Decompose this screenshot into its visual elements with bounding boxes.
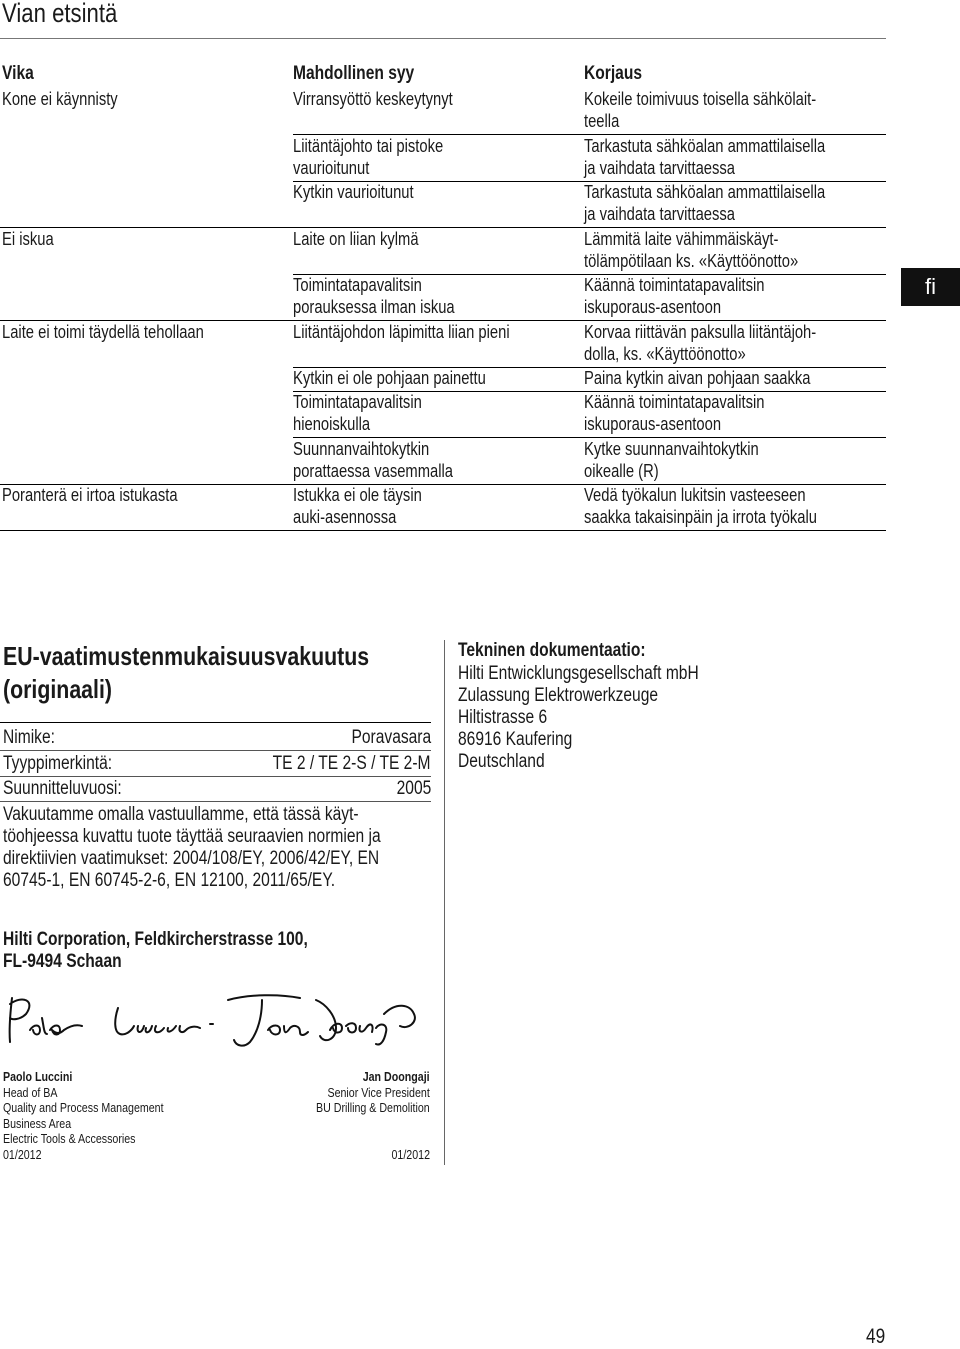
fault-cell: Ei iskua bbox=[2, 228, 54, 249]
cause-cell: Liitäntäjohdon läpimitta liian pieni bbox=[293, 321, 510, 342]
fault-cell: Poranterä ei irtoa istukasta bbox=[2, 485, 178, 505]
fault-cell: Kone ei käynnisty bbox=[2, 89, 118, 109]
column-header-cause: Mahdollinen syy bbox=[293, 63, 415, 84]
declaration-statement: Vakuutamme omalla vastuullamme, että tässä käyt- töohjeessa kuvattu tuote täyttää seuraavien normien ja direktiivien vaatimukset: 2004/108/EY, 2006/42/EY, EN 60745-1, EN 60745-2-6, EN 12100, 2011/65/EY. bbox=[3, 804, 381, 891]
row-divider bbox=[0, 530, 886, 531]
signatory-left: Paolo Luccini Head of BA Quality and Process Management Business Area Electric Tools & Accessories 01/2012 bbox=[3, 1069, 164, 1162]
field-divider bbox=[0, 776, 431, 777]
handwritten-signatures bbox=[0, 990, 440, 1050]
remedy-cell: Tarkastuta sähköalan ammattilaisella ja vaihdata tarvittaessa bbox=[584, 182, 826, 224]
cause-cell: Kytkin vaurioitunut bbox=[293, 182, 414, 202]
remedy-cell: Kokeile toimivuus toisella sähkölait- teella bbox=[584, 89, 817, 131]
cause-cell: Virransyöttö keskeytynyt bbox=[293, 89, 453, 109]
remedy-cell: Vedä työkalun lukitsin vasteeseen saakka takaisinpäin ja irrota työkalu bbox=[584, 485, 818, 527]
technical-docs-line: Zulassung Elektrowerkzeuge bbox=[458, 685, 659, 706]
field-divider bbox=[0, 801, 431, 802]
remedy-cell: Käännä toimintatapavalitsin iskuporaus-asentoon bbox=[584, 275, 765, 317]
column-header-fault: Vika bbox=[2, 63, 34, 84]
remedy-cell: Lämmitä laite vähimmäiskäyt- tölämpötilaan ks. «Käyttöönotto» bbox=[584, 228, 799, 271]
technical-docs-title: Tekninen dokumentaatio: bbox=[458, 640, 646, 661]
page-title: Vian etsintä bbox=[2, 0, 118, 28]
cause-cell: Toimintatapavalitsin hienoiskulla bbox=[293, 392, 422, 434]
column-header-remedy: Korjaus bbox=[584, 63, 643, 84]
field-divider bbox=[0, 750, 431, 751]
declaration-divider bbox=[0, 722, 431, 723]
technical-docs-line: Hilti Entwicklungsgesellschaft mbH bbox=[458, 663, 699, 684]
cause-cell: Istukka ei ole täysin auki-asennossa bbox=[293, 485, 422, 527]
declaration-title: EU-vaatimustenmukaisuusvakuutus (originaali) bbox=[3, 641, 370, 704]
remedy-cell: Paina kytkin aivan pohjaan saakka bbox=[584, 368, 811, 388]
language-tab: fi bbox=[901, 268, 960, 306]
remedy-cell: Käännä toimintatapavalitsin iskuporaus-asentoon bbox=[584, 392, 765, 434]
title-divider bbox=[0, 38, 886, 39]
cause-cell: Toimintatapavalitsin porauksessa ilman iskua bbox=[293, 275, 455, 317]
page-number: 49 bbox=[866, 1325, 886, 1348]
cause-cell: Suunnanvaihtokytkin porattaessa vasemmalla bbox=[293, 438, 453, 481]
technical-docs-line: 86916 Kaufering bbox=[458, 729, 573, 750]
remedy-cell: Tarkastuta sähköalan ammattilaisella ja vaihdata tarvittaessa bbox=[584, 135, 826, 178]
column-divider bbox=[444, 640, 445, 1165]
signatory-right: Jan Doongaji Senior Vice President BU Drilling & Demolition 01/2012 bbox=[316, 1069, 430, 1162]
technical-docs-line: Hiltistrasse 6 bbox=[458, 707, 548, 728]
cause-cell: Liitäntäjohto tai pistoke vaurioitunut bbox=[293, 135, 444, 178]
technical-docs-line: Deutschland bbox=[458, 751, 545, 772]
fault-cell: Laite ei toimi täydellä tehollaan bbox=[2, 321, 204, 342]
cause-cell: Kytkin ei ole pohjaan painettu bbox=[293, 368, 486, 388]
cause-cell: Laite on liian kylmä bbox=[293, 228, 419, 249]
company-address: Hilti Corporation, Feldkircherstrasse 100, FL-9494 Schaan bbox=[3, 929, 308, 972]
remedy-cell: Kytke suunnanvaihtokytkin oikealle (R) bbox=[584, 438, 759, 481]
remedy-cell: Korvaa riittävän paksulla liitäntäjoh- dolla, ks. «Käyttöönotto» bbox=[584, 321, 817, 364]
